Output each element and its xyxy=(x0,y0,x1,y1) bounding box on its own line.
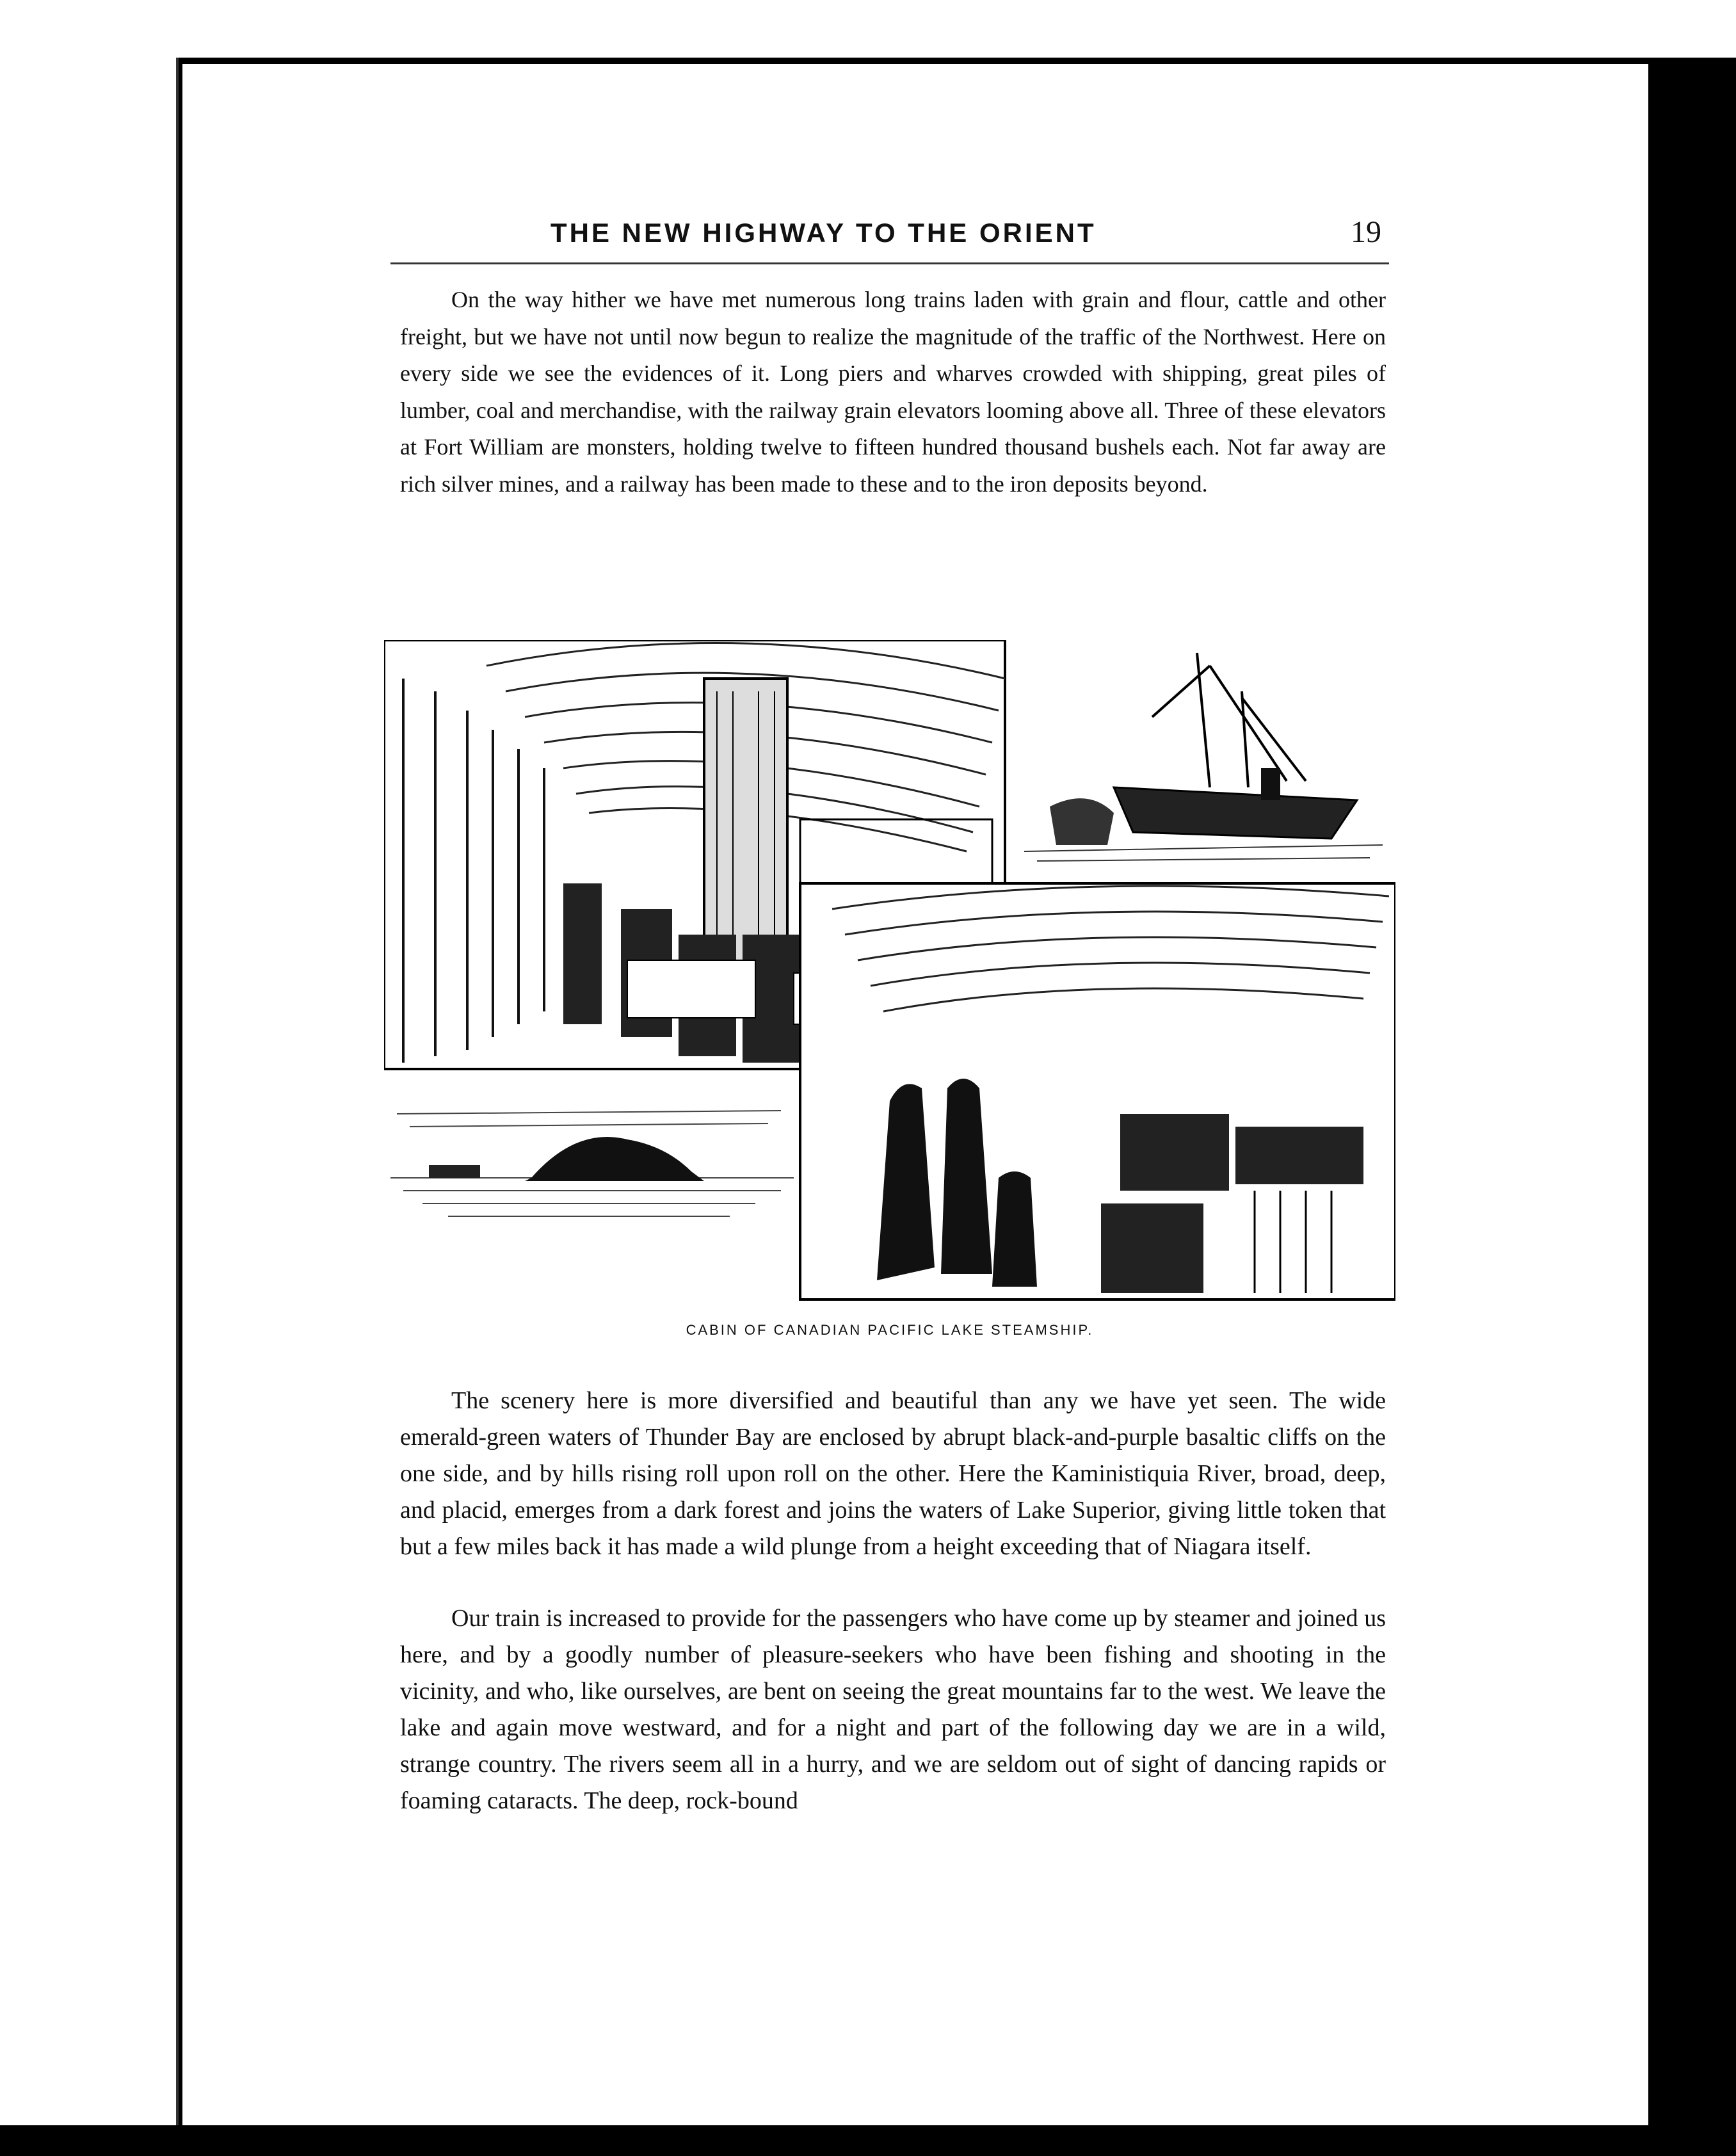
steamship-panel xyxy=(1024,653,1383,861)
cabin-panel xyxy=(800,883,1395,1299)
paragraph-2: The scenery here is more diversified and beautiful than any we have yet seen. The wide emerald-green waters of Thunder Bay are enclosed by abrupt black-and-purple basaltic cliffs on the one side, and by hills rising roll upon roll on the other. Here the Kaministiquia River, broad, deep, and placid, emerges from a dark forest and joins the waters of Lake Superior, giving little token that but a few miles back it has made a wild plunge from a height exceeding that of Niagara itself. xyxy=(400,1387,1386,1560)
island-panel xyxy=(390,1111,794,1216)
page-number: 19 xyxy=(1351,215,1381,249)
paragraph-3: Our train is increased to provide for the passengers who have come up by steamer and joined us here, and by a goodly number of pleasure-seekers who have been fishing and shooting in the vicinity, and who, like ourselves, are bent on seeing the great mountains far to the west. We leave the lake and again move westward, and for a night and part of the following day we are in a wild, strange country. The rivers seem all in a hurry, and we are seldom out of sight of dancing rapids or foaming cataracts. The deep, rock-bound xyxy=(400,1605,1386,1814)
illustration-caption: CABIN OF CANADIAN PACIFIC LAKE STEAMSHIP. xyxy=(686,1322,1094,1338)
engraving-illustration xyxy=(384,640,1395,1306)
paragraph-1: On the way hither we have met numerous long trains laden with grain and flour, cattle and other freight, but we have not until now begun to realize the magnitude of the traffic of the Northwest. Here on every side we see the evidences of it. Long piers and wharves crowded with shipping, great piles of lumber, coal and merchandise, with the railway grain elevators looming above all. Three of these elevators at Fort William are monsters, holding twelve to fifteen hundred thousand bushels each. Not far away are rich silver mines, and a railway has been made to these and to the iron deposits beyond. xyxy=(400,287,1386,497)
facing-page-edge xyxy=(0,58,179,2125)
header-rule xyxy=(390,262,1389,264)
scan-top-margin xyxy=(0,0,1736,58)
running-header: THE NEW HIGHWAY TO THE ORIENT xyxy=(551,218,1097,248)
